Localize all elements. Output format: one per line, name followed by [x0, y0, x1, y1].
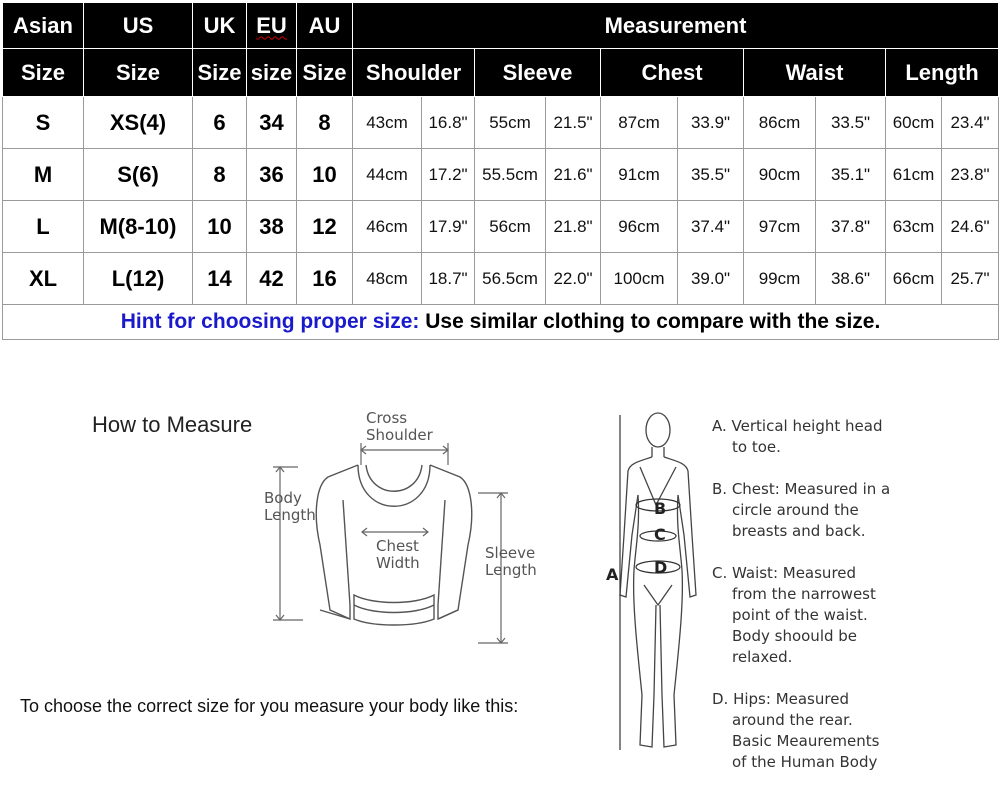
figure-letter-c: C [654, 525, 666, 544]
size-au-cell: 10 [297, 149, 353, 201]
table-row [3, 253, 999, 305]
size-au-cell: 12 [297, 201, 353, 253]
measurement-cell: 35.5" [678, 149, 744, 201]
legend-line: circle around the [732, 501, 859, 519]
size-au-cell: 16 [297, 253, 353, 305]
measurement-cell: 55cm [475, 97, 546, 149]
measurement-cell: 99cm [744, 253, 816, 305]
legend-line: relaxed. [732, 648, 793, 666]
header-chest: Chest [601, 49, 744, 97]
chest-width-label: Chest Width [376, 537, 420, 572]
measurement-cell: 87cm [601, 97, 678, 149]
table-row [3, 97, 999, 149]
legend-line: C. Waist: Measured [712, 564, 857, 582]
body-diagram [590, 405, 710, 770]
figure-letter-b: B [654, 499, 667, 518]
size-uk-cell: 10 [193, 201, 247, 253]
measurement-cell: 23.8" [942, 149, 999, 201]
header-uk-2: Size [193, 49, 247, 97]
header-length: Length [886, 49, 999, 97]
legend-item [712, 479, 890, 542]
size-us-cell: M(8-10) [84, 201, 193, 253]
size-us-cell: XS(4) [84, 97, 193, 149]
measurement-cell: 33.9" [678, 97, 744, 149]
measurement-cell: 21.5" [546, 97, 601, 149]
legend-item [712, 416, 890, 458]
header-measurement: Measurement [353, 3, 999, 49]
table-row [3, 201, 999, 253]
hint-row [3, 305, 999, 340]
measurement-cell: 97cm [744, 201, 816, 253]
header-eu-2: size [247, 49, 297, 97]
sleeve-length-label: Sleeve Length [485, 544, 537, 579]
measurement-cell: 38.6" [816, 253, 886, 305]
size-eu-cell: 34 [247, 97, 297, 149]
measurement-cell: 24.6" [942, 201, 999, 253]
legend-line: A. Vertical height head [712, 417, 883, 435]
measurement-cell: 86cm [744, 97, 816, 149]
measurement-cell: 22.0" [546, 253, 601, 305]
measurement-cell: 17.2" [422, 149, 475, 201]
measurement-cell: 37.8" [816, 201, 886, 253]
measurement-cell: 16.8" [422, 97, 475, 149]
legend-line: of the Human Body [732, 753, 878, 771]
how-to-measure-title: How to Measure [92, 412, 253, 437]
measurement-cell: 46cm [353, 201, 422, 253]
human-body-icon [590, 405, 710, 765]
measurement-cell: 61cm [886, 149, 942, 201]
size-eu-cell: 38 [247, 201, 297, 253]
header-asian-2: Size [3, 49, 84, 97]
size-au-cell: 8 [297, 97, 353, 149]
legend-item [712, 689, 890, 773]
measurement-cell: 37.4" [678, 201, 744, 253]
size-us-cell: L(12) [84, 253, 193, 305]
header-waist: Waist [744, 49, 886, 97]
header-au-2: Size [297, 49, 353, 97]
legend-line: Body shoould be [732, 627, 858, 645]
measurement-cell: 63cm [886, 201, 942, 253]
header-shoulder: Shoulder [353, 49, 475, 97]
legend-line: from the narrowest [732, 585, 876, 603]
legend-line: Basic Meaurements [732, 732, 880, 750]
size-chart-table [2, 2, 999, 340]
header-sleeve: Sleeve [475, 49, 601, 97]
measurement-cell: 60cm [886, 97, 942, 149]
size-eu-cell: 36 [247, 149, 297, 201]
header-us-1: US [84, 3, 193, 49]
measurement-cell: 35.1" [816, 149, 886, 201]
header-eu-1: EU [256, 12, 287, 38]
header-us-2: Size [84, 49, 193, 97]
legend-line: B. Chest: Measured in a [712, 480, 891, 498]
size-rows [3, 97, 999, 305]
measurement-cell: 66cm [886, 253, 942, 305]
header-au-1: AU [297, 3, 353, 49]
legend-line: D. Hips: Measured [712, 690, 849, 708]
measurement-cell: 48cm [353, 253, 422, 305]
choose-size-text: To choose the correct size for you measure your body like this: [20, 696, 519, 716]
measurement-cell: 33.5" [816, 97, 886, 149]
legend-line: around the rear. [732, 711, 853, 729]
measurement-cell: 18.7" [422, 253, 475, 305]
measurement-cell: 91cm [601, 149, 678, 201]
measurement-legend [712, 416, 890, 773]
measurement-cell: 23.4" [942, 97, 999, 149]
measurement-cell: 55.5cm [475, 149, 546, 201]
body-length-label: Body Length [264, 489, 316, 524]
measurement-cell: 100cm [601, 253, 678, 305]
header-asian-1: Asian [3, 3, 84, 49]
figure-letter-a: A [606, 565, 619, 584]
size-asian-cell: XL [3, 253, 84, 305]
legend-item [712, 563, 890, 668]
measurement-cell: 43cm [353, 97, 422, 149]
size-asian-cell: S [3, 97, 84, 149]
measurement-cell: 96cm [601, 201, 678, 253]
measurement-cell: 21.6" [546, 149, 601, 201]
measurement-cell: 56.5cm [475, 253, 546, 305]
measurement-cell: 25.7" [942, 253, 999, 305]
legend-line: point of the waist. [732, 606, 868, 624]
size-asian-cell: M [3, 149, 84, 201]
measurement-cell: 21.8" [546, 201, 601, 253]
size-uk-cell: 6 [193, 97, 247, 149]
size-uk-cell: 8 [193, 149, 247, 201]
hint-text: Use similar clothing to compare with the size. [419, 310, 881, 333]
hint-label: Hint for choosing proper size: [120, 310, 420, 333]
size-asian-cell: L [3, 201, 84, 253]
table-row [3, 149, 999, 201]
measurement-cell: 39.0" [678, 253, 744, 305]
size-us-cell: S(6) [84, 149, 193, 201]
size-eu-cell: 42 [247, 253, 297, 305]
garment-diagram [258, 405, 537, 660]
measurement-cell: 44cm [353, 149, 422, 201]
legend-line: to toe. [732, 438, 781, 456]
legend-line: breasts and back. [732, 522, 866, 540]
size-uk-cell: 14 [193, 253, 247, 305]
figure-letter-d: D [654, 558, 668, 577]
measurement-cell: 56cm [475, 201, 546, 253]
cross-shoulder-label: Cross Shoulder [366, 409, 433, 444]
measurement-cell: 17.9" [422, 201, 475, 253]
measurement-cell: 90cm [744, 149, 816, 201]
header-uk-1: UK [193, 3, 247, 49]
